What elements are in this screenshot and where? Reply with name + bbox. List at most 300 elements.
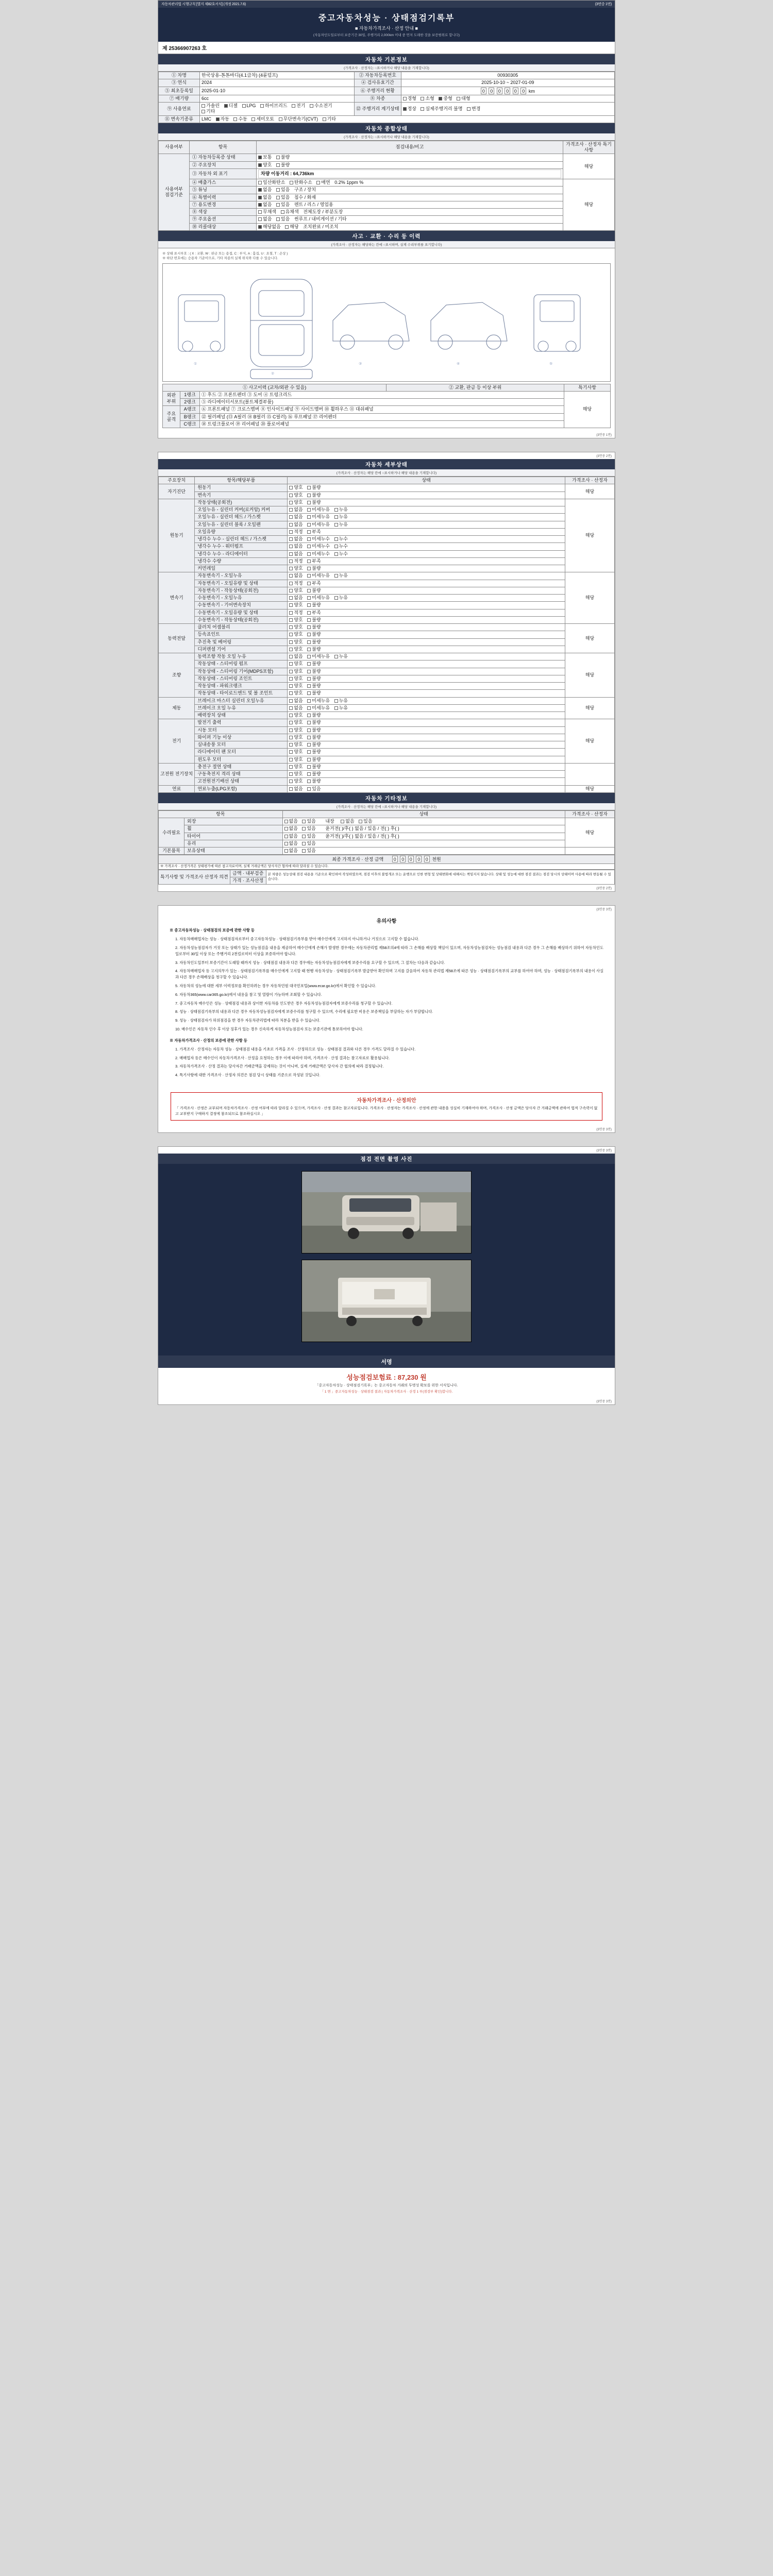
notice-item-4: 5. 자동차의 성능에 대한 세부 이력정보를 확인하려는 경우 자동차민원 대국민포털(www.ecar.go.kr)에서 확인할 수 있습니다. [175,984,376,988]
sheet-3-header-page: (3면중 3면) [596,908,612,912]
checkbox-icon [258,163,262,167]
checkbox-icon [302,849,306,853]
detail-state-4-5 [288,690,565,697]
detail-8-0-opt-0[interactable]: 없음 [289,786,303,792]
overall-8-opt-0[interactable]: 없음 [258,216,272,222]
detail-1-6-opt-0[interactable]: 없음 [289,544,303,549]
price-digit-3: 0 [408,856,414,862]
detail-2-0-opt-1[interactable]: 미세누유 [307,573,330,579]
trans-opt-4[interactable]: 기타 [323,116,336,122]
etc-1-0-opt-1[interactable]: 있음 [302,848,315,854]
detail-state-2-2 [288,587,565,594]
etc-special-1 [565,848,615,855]
detail-1-9-opt-0[interactable]: 양호 [289,566,303,571]
detail-state-7-2 [288,778,565,785]
etc-0-3-opt-0[interactable]: 없음 [284,841,298,846]
etc-1-0-opt-0[interactable]: 없음 [284,848,298,854]
fuel-opt-0[interactable]: 가솔린 [201,103,220,109]
fuel-opt-3[interactable]: 하이브리드 [260,103,287,109]
overall-7-opt-1[interactable]: 유채색 [281,209,299,215]
checkbox-icon [292,104,295,108]
detail-4-1-opt-1[interactable]: 불량 [307,661,321,667]
detail-item-3-2: 추진축 및 베어링 [195,638,288,646]
detail-state-4-4 [288,683,565,690]
notice-item-9: 10. 매수인은 자동차 인수 후 이상 징후가 있는 경우 신속하게 자동차성능점검자 또는 보증기관에 통보하여야 합니다. [175,1027,363,1032]
detail-2-6-opt-0[interactable]: 양호 [289,617,303,623]
detail-4-1-opt-0[interactable]: 양호 [289,661,303,667]
detail-5-0-opt-2[interactable]: 누유 [334,698,348,704]
checkbox-icon [334,508,338,512]
checkbox-icon [307,684,311,688]
etc-0-0-opt-0[interactable]: 없음 [284,819,298,824]
basic-label-regno: ② 자동차등록번호 [355,72,401,79]
detail-0-1-opt-1[interactable]: 불량 [307,493,321,498]
detail-1-4-opt-0[interactable]: 적정 [289,529,303,535]
detail-6-2-opt-0[interactable]: 양호 [289,735,303,740]
detail-item-6-0: 발전기 출력 [195,719,288,726]
sheet-4 [158,1146,615,1405]
basic-value-inspection: 2025-10-10 ~ 2027-01-09 [401,79,614,87]
detail-1-3-opt-2[interactable]: 누유 [334,522,348,528]
detail-7-2-opt-1[interactable]: 불량 [307,778,321,784]
cartype-opt-0[interactable]: 경형 [403,96,416,101]
detail-6-1-opt-1[interactable]: 불량 [307,727,321,733]
detail-6-0-opt-1[interactable]: 불량 [307,720,321,725]
overall-6-opt-1[interactable]: 있음 [276,202,290,208]
fuel-opt-4[interactable]: 전기 [292,103,305,109]
detail-7-0-opt-1[interactable]: 불량 [307,764,321,770]
overall-table [158,141,615,231]
checkbox-icon [289,655,293,658]
table-row [159,580,615,587]
special-note-text: 본 차량은 성능상태 점검 내용을 기준으로 확인하여 작성하였으며, 점검 이후의 불법개조 또는 운행으로 인한 변형 및 상태변화에 대해서는 책임지지 않습니다. 상태 및 성능에 대한 점검 결과는 점검 당시의 상태이며 사용에 따라 변동될 수 있습니다. [266,870,614,885]
detail-5-0-opt-1[interactable]: 미세누유 [307,698,330,704]
detail-state-8-0 [288,785,565,792]
checkbox-icon [289,721,293,724]
detail-item-4-1: 작동상태 - 스티어링 펌프 [195,660,288,668]
odo-digit-6: 0 [520,88,526,94]
cartype-opt-1[interactable]: 소형 [421,96,434,101]
basic-value-regno: 00930305 [401,72,614,79]
detail-5-1-opt-1[interactable]: 미세누유 [307,705,330,711]
etc-0-2-opt-1[interactable]: 있음 [302,834,315,839]
detail-item-3-1: 등속죠인트 [195,631,288,638]
overall-8-opt-1[interactable]: 있음 [276,216,290,222]
detail-2-5-opt-0[interactable]: 적정 [289,610,303,616]
table-row [159,785,615,792]
table-row [159,161,615,168]
detail-4-4-opt-0[interactable]: 양호 [289,683,303,689]
detail-2-0-opt-2[interactable]: 누유 [334,573,348,579]
checkbox-icon [307,779,311,783]
detail-1-5-opt-2[interactable]: 누수 [334,536,348,542]
detail-4-2-opt-1[interactable]: 불량 [307,669,321,674]
etc-item-0-1: 휠 [184,825,283,833]
etc-table [158,810,615,855]
detail-state-2-6 [288,616,565,623]
detail-item-2-1: 자동변속기 - 오일유량 및 상태 [195,580,288,587]
detail-1-7-opt-0[interactable]: 없음 [289,551,303,557]
detail-1-8-opt-1[interactable]: 부족 [307,558,321,564]
detail-5-2-opt-1[interactable]: 불량 [307,713,321,718]
detail-item-2-5: 수동변속기 - 오일유량 및 상태 [195,609,288,616]
detail-2-3-opt-0[interactable]: 없음 [289,595,303,601]
etc-0-0b-opt-0[interactable]: 없음 [341,819,354,824]
document-title: 중고자동차성능 · 상태점검기록부 [318,14,455,23]
accident-items-4: ⑱ 트렁크플로어 ⑲ 리어패널 ⑳ 플로어패널 [200,420,564,428]
overall-usage-label: 사용여부 점검기준 [159,154,190,231]
form-code: 자동차관리법 시행규칙 [별지 제82호서식] (개정 2021.7.6) [161,3,246,6]
detail-1-0-opt-0[interactable]: 양호 [289,500,303,505]
checkbox-icon [307,758,311,761]
overall-0-opt-1[interactable]: 불량 [276,155,290,160]
detail-item-2-2: 자동변속기 - 작동상태(공회전) [195,587,288,594]
table-row [159,631,615,638]
detail-6-4-opt-0[interactable]: 양호 [289,749,303,755]
notice-item-5: 6. 자동차365(www.car365.go.kr)에서 내용을 참고 및 열람이 가능하며 조회할 수 있습니다. [175,992,322,997]
detail-1-1-opt-2[interactable]: 누유 [334,507,348,513]
etc-group-1: 기본품목 [159,848,184,855]
detail-2-4-opt-1[interactable]: 불량 [307,602,321,608]
basic-label-carname: ① 차명 [159,72,200,79]
detail-group-1: 원동기 [159,499,195,572]
detail-3-0-opt-1[interactable]: 불량 [307,624,321,630]
etc-state-0-3 [282,840,565,847]
overall-4-opt-1[interactable]: 있음 [276,187,290,193]
detail-0-1-opt-0[interactable]: 양호 [289,493,303,498]
detail-1-5-opt-1[interactable]: 미세누수 [307,536,330,542]
trans-opt-2[interactable]: 세미오토 [251,116,274,122]
checkbox-icon [467,107,470,111]
checkbox-icon [289,545,293,548]
detail-7-1-opt-0[interactable]: 양호 [289,771,303,777]
basic-value-fuel [200,103,355,116]
table-row [159,602,615,609]
checkbox-icon [276,156,280,159]
table-row [159,660,615,668]
detail-state-6-1 [288,726,565,734]
detail-2-4-opt-0[interactable]: 양호 [289,602,303,608]
detail-2-3-opt-2[interactable]: 누유 [334,595,348,601]
detail-7-1-opt-1[interactable]: 불량 [307,771,321,777]
detail-6-2-opt-1[interactable]: 불량 [307,735,321,740]
detail-3-0-opt-0[interactable]: 양호 [289,624,303,630]
overall-special-rest: 해당 [563,179,615,231]
detail-2-3-opt-1[interactable]: 미세누유 [307,595,330,601]
detail-3-3-opt-0[interactable]: 양호 [289,647,303,652]
accident-special-head: 특기사항 [564,384,611,391]
table-row [159,587,615,594]
accident-legend-bottom: ※ 하단 번호에는 승용차 기준이므로, 기타 차종의 실제 위치와 다를 수 있습니다. [162,257,278,261]
detail-1-6-opt-1[interactable]: 미세누수 [307,544,330,549]
detail-item-4-3: 작동상태 - 스티어링 조인트 [195,675,288,682]
overall-0-opt-0[interactable]: 보통 [258,155,272,160]
odo-unit: km [528,88,535,94]
detail-state-1-2 [288,514,565,521]
detail-1-3-opt-0[interactable]: 없음 [289,522,303,528]
checkbox-icon [289,714,293,717]
detail-head-1: 항목/해당부품 [195,477,288,484]
price-digit-1: 0 [392,856,398,862]
odostate-opt-1[interactable]: 실제주행거리 불명 [421,106,462,112]
detail-2-1-opt-0[interactable]: 적정 [289,581,303,586]
detail-1-0-opt-1[interactable]: 불량 [307,500,321,505]
overall-3-opt-2[interactable]: 매연 [316,180,330,185]
checkbox-icon [307,648,311,651]
trans-opt-0[interactable]: 자동 [216,116,229,122]
overall-head-1: 항목 [190,141,257,154]
table-row [159,690,615,697]
detail-3-2-opt-1[interactable]: 불량 [307,639,321,645]
overall-1-opt-0[interactable]: 양호 [258,162,272,168]
detail-1-4-opt-1[interactable]: 부족 [307,529,321,535]
notice-item-2: 3. 자동차인도일부터 보증기간이 도래할 때까지 성능 · 상태점검 내용과 다른 경우에는 자동차성능점검자에게 보증수리를 요구할 수 있으며, 그 절차는 다음과 같습니다. [175,960,445,965]
record-number-prefix: 제 [162,46,167,52]
detail-2-1-opt-1[interactable]: 부족 [307,581,321,586]
checkbox-icon [289,611,293,615]
detail-state-3-2 [288,638,565,646]
detail-item-0-1: 변속기 [195,492,288,499]
overall-5-opt-1[interactable]: 있음 [276,195,290,200]
detail-4-0-opt-1[interactable]: 미세누유 [307,654,330,659]
overall-9-opt-1[interactable]: 해당 [285,224,298,230]
svg-text:①: ① [194,362,197,366]
checkbox-icon [307,736,311,739]
detail-5-1-opt-0[interactable]: 없음 [289,705,303,711]
detail-1-2-opt-2[interactable]: 누유 [334,514,348,520]
detail-item-1-8: 냉각수 수량 [195,557,288,565]
detail-4-5-opt-0[interactable]: 양호 [289,690,303,696]
etc-item-1-0: 보유상태 [184,848,283,855]
detail-state-6-5 [288,756,565,763]
fuel-opt-2[interactable]: LPG [242,103,256,109]
checkbox-icon [289,750,293,754]
etc-0-0-opt-1[interactable]: 있음 [302,819,315,824]
detail-6-3-opt-1[interactable]: 불량 [307,742,321,748]
detail-2-0-opt-0[interactable]: 없음 [289,573,303,579]
table-row [159,763,615,770]
notice-item-6: 7. 중고자동차 매수인은 성능 · 상태점검 내용과 상이한 자동차를 인도받은 경우 자동차성능점검자에게 보증수리를 청구할 수 있습니다. [175,1001,393,1006]
sheet-3 [158,905,615,1133]
detail-3-2-opt-0[interactable]: 양호 [289,639,303,645]
detail-4-3-opt-1[interactable]: 불량 [307,676,321,682]
etc-0-2-opt-0[interactable]: 없음 [284,834,298,839]
table-row [159,704,615,711]
etc-item-0-0: 외장 [184,818,283,825]
detail-item-5-1: 브레이크 오일 누유 [195,704,288,711]
basic-label-odometer: ⑥ 주행거리 현황 [355,87,401,95]
table-row [159,223,615,230]
checkbox-icon [334,523,338,527]
detail-2-2-opt-1[interactable]: 불량 [307,588,321,594]
detail-4-2-opt-0[interactable]: 양호 [289,669,303,674]
overall-6-opt-0[interactable]: 없음 [258,202,272,208]
detail-item-2-6: 수동변속기 - 작동상태(공회전) [195,616,288,623]
special-row-0-label: 금액 · 내부검증 [230,870,266,877]
checkbox-icon [258,156,262,159]
overall-9-opt-0[interactable]: 해당없음 [258,224,281,230]
detail-1-7-opt-2[interactable]: 누수 [334,551,348,557]
vehicle-diagram-svg [163,264,610,381]
overall-special-0: 해당 [563,154,615,179]
section-basic-sub: (가격조사 · 산정자는 ○표시하거나 해당 내용을 기재합니다) [158,64,615,72]
signature-bar: 서명 [158,1355,615,1368]
checkbox-icon [201,104,205,108]
detail-item-7-0: 충전구 절연 상태 [195,763,288,770]
sheet-4-footer: (3면중 3면) [596,1400,612,1404]
detail-3-3-opt-1[interactable]: 불량 [307,647,321,652]
detail-1-6-opt-2[interactable]: 누수 [334,544,348,549]
table-row [159,616,615,623]
detail-0-0-opt-0[interactable]: 양호 [289,485,303,490]
overall-state-5 [257,194,563,201]
table-row [159,840,615,847]
accident-items-3: ⑫ 필러패널 (⑬ A필러 ⑭ B필러 ⑮ C필러) ⑯ 루프패널 ⑰ 리어펜더 [200,413,564,420]
odostate-opt-0[interactable]: 정상 [403,106,416,112]
detail-8-0-opt-1[interactable]: 있음 [307,786,321,792]
detail-4-4-opt-1[interactable]: 불량 [307,683,321,689]
checkbox-icon [310,104,313,108]
etc-0-3-opt-1[interactable]: 있음 [302,841,315,846]
detail-6-4-opt-1[interactable]: 불량 [307,749,321,755]
detail-5-1-opt-2[interactable]: 누유 [334,705,348,711]
detail-special-5: 해당 [565,697,615,719]
table-row [159,187,615,194]
detail-1-9-opt-1[interactable]: 불량 [307,566,321,571]
accident-right-head: ② 교환, 판금 등 이상 부위 [386,384,564,391]
checkbox-icon [334,515,338,519]
detail-state-3-0 [288,624,565,631]
checkbox-icon [307,721,311,724]
detail-head-3: 가격조사 · 산정자 [565,477,615,484]
detail-state-6-2 [288,734,565,741]
detail-state-4-0 [288,653,565,660]
table-row [159,506,615,514]
detail-1-5-opt-0[interactable]: 없음 [289,536,303,542]
etc-item-0-3: 유리 [184,840,283,847]
trans-opt-3[interactable]: 무단변속기(CVT) [279,116,318,122]
detail-0-0-opt-1[interactable]: 불량 [307,485,321,490]
overall-4-opt-0[interactable]: 없음 [258,187,272,193]
detail-1-2-opt-1[interactable]: 미세누유 [307,514,330,520]
form-topbar [158,1,615,8]
cartype-opt-3[interactable]: 대형 [457,96,470,101]
detail-item-7-2: 고전원전기배선 상태 [195,778,288,785]
detail-1-1-opt-1[interactable]: 미세누유 [307,507,330,513]
basic-value-odostate [401,103,614,116]
checkbox-icon [276,196,280,199]
etc-0-1-opt-1[interactable]: 있음 [302,826,315,832]
fuel-opt-1[interactable]: 디젤 [224,103,238,109]
detail-item-6-5: 윈도우 모터 [195,756,288,763]
trans-opt-1[interactable]: 수동 [233,116,247,122]
detail-1-3-opt-1[interactable]: 미세누유 [307,522,330,528]
detail-state-3-1 [288,631,565,638]
detail-2-2-opt-0[interactable]: 양호 [289,588,303,594]
etc-state-0-0 [282,818,565,825]
detail-4-0-opt-0[interactable]: 없음 [289,654,303,659]
overall-state-0 [257,154,563,161]
overall-3-opt-1[interactable]: 탄화수소 [290,180,312,185]
checkbox-icon [289,618,293,622]
cartype-opt-2[interactable]: 중형 [439,96,452,101]
detail-6-1-opt-0[interactable]: 양호 [289,727,303,733]
detail-1-7-opt-1[interactable]: 미세누수 [307,551,330,557]
detail-4-3-opt-0[interactable]: 양호 [289,676,303,682]
detail-6-3-opt-0[interactable]: 양호 [289,742,303,748]
table-row [159,675,615,682]
fuel-opt-6[interactable]: 기타 [201,109,215,114]
detail-item-4-4: 작동상태 - 파워크랭크 [195,683,288,690]
detail-state-1-9 [288,565,565,572]
overall-7-opt-0[interactable]: 무채색 [258,209,276,215]
detail-1-8-opt-0[interactable]: 적정 [289,558,303,564]
detail-3-1-opt-0[interactable]: 양호 [289,632,303,637]
detail-7-2-opt-0[interactable]: 양호 [289,778,303,784]
accident-items-2: ⑥ 프론트패널 ⑦ 크로스멤버 ⑧ 인사이드패널 ⑨ 사이드멤버 ⑩ 휠하우스 ⑪ 대쉬패널 [200,406,564,413]
odostate-opt-2[interactable]: 변경 [467,106,480,112]
detail-6-0-opt-0[interactable]: 양호 [289,720,303,725]
checkbox-icon [216,117,220,121]
detail-6-5-opt-1[interactable]: 불량 [307,757,321,762]
detail-state-0-0 [288,484,565,492]
overall-5-opt-0[interactable]: 없음 [258,195,272,200]
checkbox-icon [258,196,262,199]
detail-state-2-1 [288,580,565,587]
detail-2-5-opt-1[interactable]: 부족 [307,610,321,616]
detail-4-0-opt-2[interactable]: 누유 [334,654,348,659]
detail-5-0-opt-0[interactable]: 없음 [289,698,303,704]
overall-1-opt-1[interactable]: 불량 [276,162,290,168]
etc-0-0b-opt-1[interactable]: 있음 [359,819,372,824]
checkbox-icon [302,820,306,823]
checkbox-icon [289,779,293,783]
fuel-opt-5[interactable]: 수소전기 [310,103,332,109]
table-row [159,749,615,756]
table-row [159,741,615,749]
warning-box-text: 「 가격조사 · 산정은 교부되며 자동차가격조사 · 산정 여부에 따라 달라질 수 있으며, 가격조사 · 산정 결과는 참고자료입니다. 가격조사 · 산정자는 가격조사 · 산정에 관한 내용을 성실히 기재하여야 하며, 가격조사 · 산정 금액은 당사자 간 거래금액에 관하여 법적 구속력이 없고 교부받지 구매하지 결정에 참조되므로 참조하십시오 」 [175,1106,598,1116]
detail-6-5-opt-0[interactable]: 양호 [289,757,303,762]
table-row [163,420,611,428]
etc-sub-label-2: 윤거전( )/후( ) 없음 / 있음 / 전( ) 후( ) [325,833,399,839]
detail-2-6-opt-1[interactable]: 불량 [307,617,321,623]
checkbox-icon [307,486,311,489]
table-row [159,179,615,187]
detail-3-1-opt-1[interactable]: 불량 [307,632,321,637]
detail-state-2-0 [288,572,565,580]
checkbox-icon [302,842,306,845]
detail-1-1-opt-0[interactable]: 없음 [289,507,303,513]
detail-group-8: 연료 [159,785,195,792]
checkbox-icon [284,849,288,853]
overall-head-2: 점검내용/비고 [257,141,563,154]
detail-5-2-opt-0[interactable]: 양호 [289,713,303,718]
basic-value-firstreg: 2025-01-10 [200,87,355,95]
detail-7-0-opt-0[interactable]: 양호 [289,764,303,770]
special-note-label: 특기사항 및 가격조사 산정자 의견 [159,870,230,885]
odo-digit-2: 0 [489,88,494,94]
overall-3-opt-0[interactable]: 일산화탄소 [258,180,285,185]
basic-value-cartype [401,95,614,102]
section-etc-sub: (가격조사 · 산정자는 해당 칸에 ○표시하거나 해당 내용을 기재합니다) [158,803,615,810]
etc-0-1-opt-0[interactable]: 없음 [284,826,298,832]
checkbox-icon [307,552,311,556]
checkbox-icon [281,210,284,214]
detail-1-2-opt-0[interactable]: 없음 [289,514,303,520]
checkbox-icon [289,567,293,570]
final-price-label: 최종 가격조사 · 산정 금액 0 0 0 0 0 천원 [159,855,615,863]
detail-4-5-opt-1[interactable]: 불량 [307,690,321,696]
